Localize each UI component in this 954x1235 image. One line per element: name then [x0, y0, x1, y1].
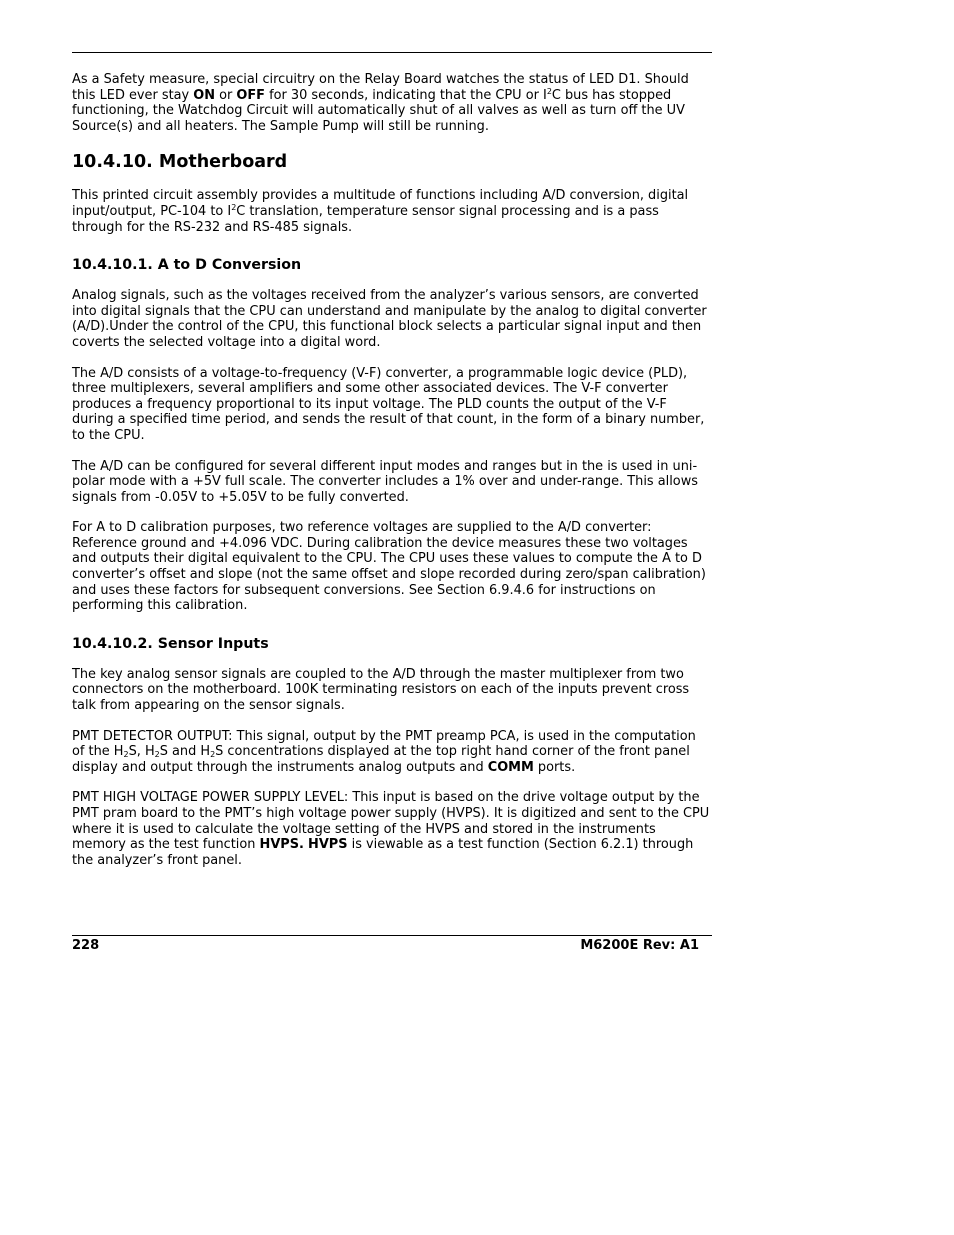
subsection-heading-sensors: 10.4.10.2. Sensor Inputs — [72, 635, 269, 652]
subsection-heading-ad: 10.4.10.1. A to D Conversion — [72, 257, 302, 274]
paragraph: The A/D can be configured for several different input modes and ranges but in the is used in uni-polar mode with a +5V full scale. The converter includes a 1% over and under-range. This allows signals from -0.05V to +5.05V to be fully converted. — [72, 458, 698, 505]
document-revision: M6200E Rev: A1 — [580, 938, 699, 953]
footer-rule — [72, 935, 712, 936]
page-number: 228 — [72, 938, 100, 953]
paragraph: Analog signals, such as the voltages received from the analyzer’s various sensors, are converted into digital signals that the CPU can understand and manipulate by the analog to digital converter (A/D).Under the control of the CPU, this functional block selects a particular signal input and then coverts the selected voltage into a digital word. — [72, 288, 707, 350]
section-paragraph: This printed circuit assembly provides a multitude of functions including A/D conversion, digital input/output, PC-104 to $I^2C$ translation, temperature sensor signal processing and is a pass through for the RS-232 and RS-485 signals. — [72, 188, 689, 235]
paragraph: The key analog sensor signals are coupled to the A/D through the master multiplexer from two connectors on the motherboard. 100K terminating resistors on each of the inputs prevent cross talk from appearing on the sensor signals. — [72, 666, 690, 714]
header-rule — [72, 52, 712, 53]
paragraph-pmt-detector: PMT DETECTOR OUTPUT: This signal, output by the PMT preamp PCA, is used in the computation of the $H_2S$, $H_2S$ and $H_2S$ concentrations displayed at the top right hand corner of the front panel display and output through the instruments analog outputs and COMM ports. — [72, 728, 696, 775]
paragraph: For A to D calibration purposes, two reference voltages are supplied to the A/D converter: Reference ground and +4.096 VDC. During calibration the device measures these two voltages and outputs their digital equivalent to the CPU. The CPU uses these values to compute the A to D converter’s offset and slope (not the same offset and slope recorded during zero/span calibration) and uses these factors for subsequent conversions. See Section 6.9.4.6 for instructions on performing this calibration. — [72, 520, 706, 614]
section-heading: 10.4.10. Motherboard — [72, 152, 288, 173]
paragraph: The A/D consists of a voltage-to-frequency (V-F) converter, a programmable logic device (PLD), three multiplexers, several amplifiers and some other associated devices. The V-F converter produces a frequency proportional to its input voltage. The PLD counts the output of the V-F during a specified time period, and sends the result of that count, in the form of a binary number, to the CPU. — [72, 365, 705, 443]
paragraph-pmt-hvps: PMT HIGH VOLTAGE POWER SUPPLY LEVEL: This input is based on the drive voltage output by the PMT pram board to the PMT’s high voltage power supply (HVPS). It is digitized and sent to the CPU where it is used to calculate the voltage setting of the HVPS and stored in the instruments memory as the test function HVPS. HVPS is viewable as a test function (Section 6.2.1) through the analyzer’s front panel. — [72, 790, 710, 868]
page-body — [72, 72, 712, 883]
intro-paragraph: As a Safety measure, special circuitry on the Relay Board watches the status of LED D1. Should this LED ever stay ON or OFF for 30 seconds, indicating that the CPU or $I^2C$ bus has stopped functioning, the Watchdog Circuit will automatically shut of all valves as well as turn off the UV Source(s) and all heaters. The Sample Pump will still be running. — [72, 72, 689, 134]
